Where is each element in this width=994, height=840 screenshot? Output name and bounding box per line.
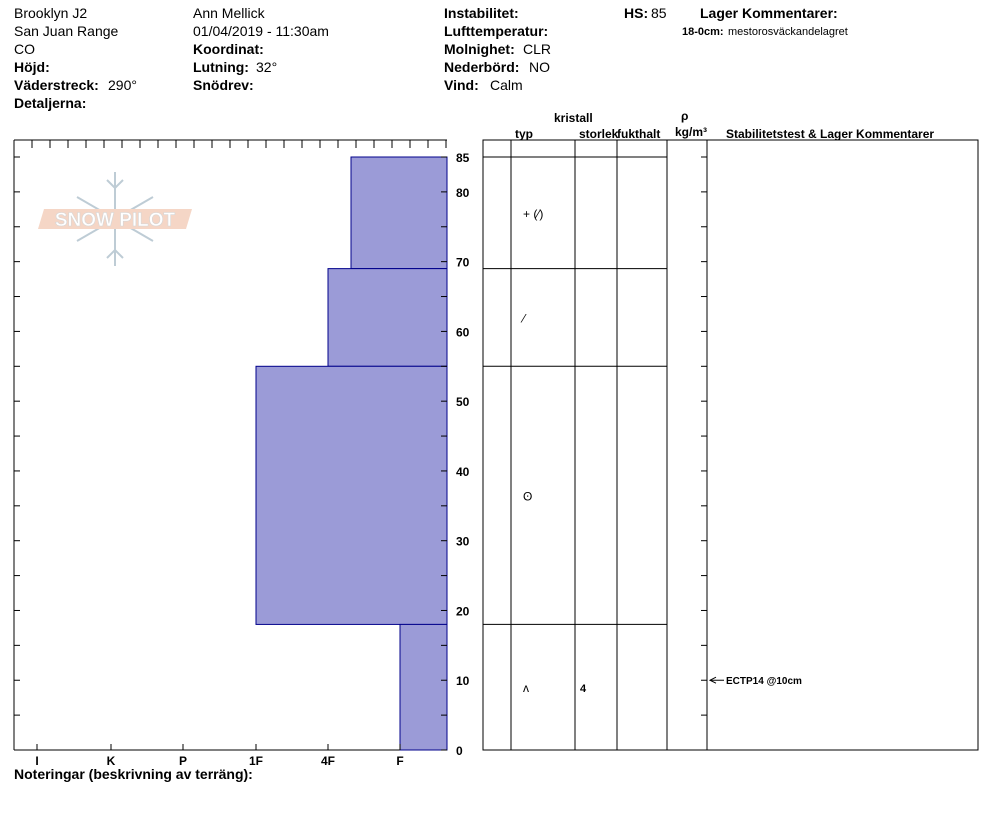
precip-label: Nederbörd: <box>444 59 520 75</box>
stability-test-1: ECTP14 @10cm <box>726 676 802 688</box>
hardness-layer-2 <box>328 269 447 367</box>
depth-tick-label: 10 <box>456 674 470 689</box>
hardness-label: I <box>35 754 39 768</box>
precip-value: NO <box>529 59 550 75</box>
elevation-label: Höjd: <box>14 59 50 75</box>
hardness-label: K <box>106 754 116 768</box>
snowpilot-logo <box>38 172 192 266</box>
drift-label: Snödrev: <box>193 77 254 93</box>
depth-tick-label: 30 <box>456 534 470 549</box>
depth-tick-label: 40 <box>456 464 470 479</box>
hardness-layers <box>256 157 447 750</box>
depth-tick-label: 80 <box>456 185 470 200</box>
coordinate-label: Koordinat: <box>193 41 264 57</box>
hardness-label: 4F <box>320 754 336 768</box>
depth-tick-label: 50 <box>456 395 470 410</box>
terrain-notes-label: Noteringar (beskrivning av terräng): <box>14 766 253 782</box>
hardness-label: 1F <box>248 754 264 768</box>
layer-comment-range: 18-0cm: <box>682 26 724 38</box>
depth-tick-label: 85 <box>456 151 470 165</box>
hardness-label: F <box>396 754 404 768</box>
hardness-axis <box>35 744 403 768</box>
details-label: Detaljerna: <box>14 95 87 111</box>
aspect-label: Väderstreck: <box>14 77 99 93</box>
crystal-header: kristall <box>554 111 593 125</box>
hardness-layer-1 <box>351 157 447 269</box>
slope-label: Lutning: <box>193 59 249 75</box>
layer-comments-title: Lager Kommentarer: <box>700 5 838 21</box>
stratigraphy-table <box>483 140 978 750</box>
sky-label: Molnighet: <box>444 41 515 57</box>
density-unit-header: kg/m³ <box>675 125 708 139</box>
state-name: CO <box>14 41 35 57</box>
hs-value: 85 <box>651 5 667 21</box>
type-header: typ <box>515 127 533 141</box>
hardness-layer-4 <box>400 624 447 750</box>
location-name: Brooklyn J2 <box>14 5 88 21</box>
logo-text: SNOW PILOT <box>54 210 176 231</box>
size-header: storlek <box>579 127 619 141</box>
observer-name: Ann Mellick <box>193 5 265 21</box>
stratigraphy-rows <box>483 157 802 695</box>
wind-value: Calm <box>490 77 523 93</box>
aspect-value: 290° <box>108 77 137 93</box>
slope-value: 32° <box>256 59 278 75</box>
depth-tick-label: 60 <box>456 325 470 340</box>
instability-label: Instabilitet: <box>444 5 519 21</box>
depth-tick-label: 20 <box>456 604 470 619</box>
crystal-type-3: ʘ <box>523 489 533 504</box>
depth-tick-label: 70 <box>456 255 470 270</box>
rho-header: ρ <box>681 109 689 123</box>
range-name: San Juan Range <box>14 23 119 39</box>
crystal-type-2: ⁄ <box>523 311 526 326</box>
depth-tick-label: 0 <box>456 744 463 758</box>
hardness-layer-3 <box>256 366 447 624</box>
crystal-size-4: 4 <box>580 683 587 696</box>
crystal-type-4: ʌ <box>523 681 529 696</box>
layer-comment-text: mestorosväckandelagret <box>728 26 848 38</box>
moisture-header: fukthalt <box>617 127 661 141</box>
hardness-label: P <box>178 754 188 768</box>
air-temp-label: Lufttemperatur: <box>444 23 549 39</box>
crystal-type-1: + (⁄) <box>523 206 544 221</box>
hs-label: HS: <box>624 5 649 21</box>
wind-label: Vind: <box>444 77 479 93</box>
sky-value: CLR <box>523 41 552 57</box>
observation-datetime: 01/04/2019 - 11:30am <box>193 23 329 39</box>
stability-header: Stabilitetstest & Lager Kommentarer <box>726 127 935 141</box>
